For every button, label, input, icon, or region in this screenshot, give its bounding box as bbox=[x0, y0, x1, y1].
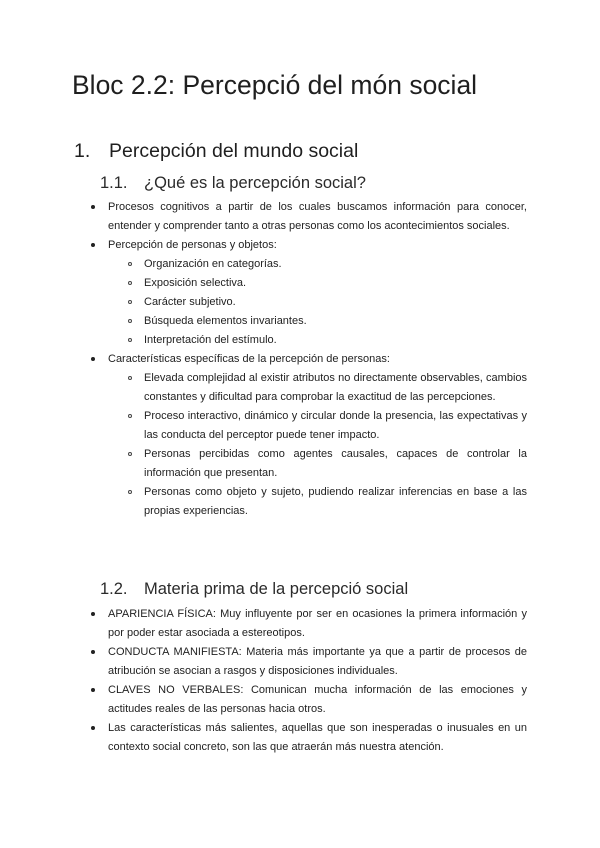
subsection-number: 1.1. bbox=[100, 174, 128, 192]
sub-list-item: Personas percibidas como agentes causales, capaces de controlar la información que presentan. bbox=[128, 445, 527, 483]
sub-list-item: Búsqueda elementos invariantes. bbox=[128, 312, 527, 331]
sub-list-item: Proceso interactivo, dinámico y circular donde la presencia, las expectativas y las conducta del perceptor puede tener impacto. bbox=[128, 407, 527, 445]
subsection-1-list bbox=[91, 198, 527, 521]
list-item: Procesos cognitivos a partir de los cuales buscamos información para conocer, entender y comprender tanto a otras personas como los acontecimientos sociales. bbox=[91, 198, 527, 236]
list-item: APARIENCIA FÍSICA: Muy influyente por ser en ocasiones la primera información y por poder estar asociada a estereotipos. bbox=[91, 605, 527, 643]
list-item: Percepción de personas y objetos: bbox=[91, 236, 527, 255]
list-item: Las características más salientes, aquellas que son inesperadas o inusuales en un contexto social concreto, son las que atraerán más nuestra atención. bbox=[91, 719, 527, 757]
bullet-dot-icon bbox=[91, 688, 95, 692]
sub-list-item: Organización en categorías. bbox=[128, 255, 527, 274]
bullet-circle-icon bbox=[128, 452, 132, 456]
document-title: Bloc 2.2: Percepció del món social bbox=[72, 70, 478, 100]
list-item: CLAVES NO VERBALES: Comunican mucha información de las emociones y actitudes reales de las personas hacia otros. bbox=[91, 681, 527, 719]
subsection-title: Materia prima de la percepció social bbox=[144, 580, 409, 598]
sub-list-item: Exposición selectiva. bbox=[128, 274, 527, 293]
subsection-2-list bbox=[91, 605, 527, 757]
subsection-heading-1 bbox=[100, 174, 366, 193]
list-item: CONDUCTA MANIFIESTA: Materia más importante ya que a partir de procesos de atribución se asocian a rasgos y disposiciones individuales. bbox=[91, 643, 527, 681]
subsection-number: 1.2. bbox=[100, 580, 128, 598]
list-item: Características específicas de la percepción de personas: bbox=[91, 350, 527, 369]
bullet-circle-icon bbox=[128, 490, 132, 494]
subsection-heading-2 bbox=[100, 580, 408, 599]
sub-list-item: Carácter subjetivo. bbox=[128, 293, 527, 312]
bullet-circle-icon bbox=[128, 338, 132, 342]
bullet-dot-icon bbox=[91, 726, 95, 730]
bullet-circle-icon bbox=[128, 376, 132, 380]
bullet-circle-icon bbox=[128, 262, 132, 266]
bullet-dot-icon bbox=[91, 357, 95, 361]
bullet-dot-icon bbox=[91, 612, 95, 616]
bullet-circle-icon bbox=[128, 319, 132, 323]
sub-list-item: Elevada complejidad al existir atributos no directamente observables, cambios constantes y dificultad para comprobar la exactitud de las percepciones. bbox=[128, 369, 527, 407]
bullet-circle-icon bbox=[128, 414, 132, 418]
bullet-circle-icon bbox=[128, 300, 132, 304]
sub-list-item: Interpretación del estímulo. bbox=[128, 331, 527, 350]
sub-list-item: Personas como objeto y sujeto, pudiendo realizar inferencias en base a las propias experiencias. bbox=[128, 483, 527, 521]
bullet-dot-icon bbox=[91, 205, 95, 209]
bullet-dot-icon bbox=[91, 650, 95, 654]
subsection-title: ¿Qué es la percepción social? bbox=[144, 174, 366, 192]
bullet-dot-icon bbox=[91, 243, 95, 247]
section-number: 1. bbox=[74, 140, 91, 162]
bullet-circle-icon bbox=[128, 281, 132, 285]
section-title: Percepción del mundo social bbox=[109, 140, 359, 162]
section-heading bbox=[74, 140, 358, 163]
